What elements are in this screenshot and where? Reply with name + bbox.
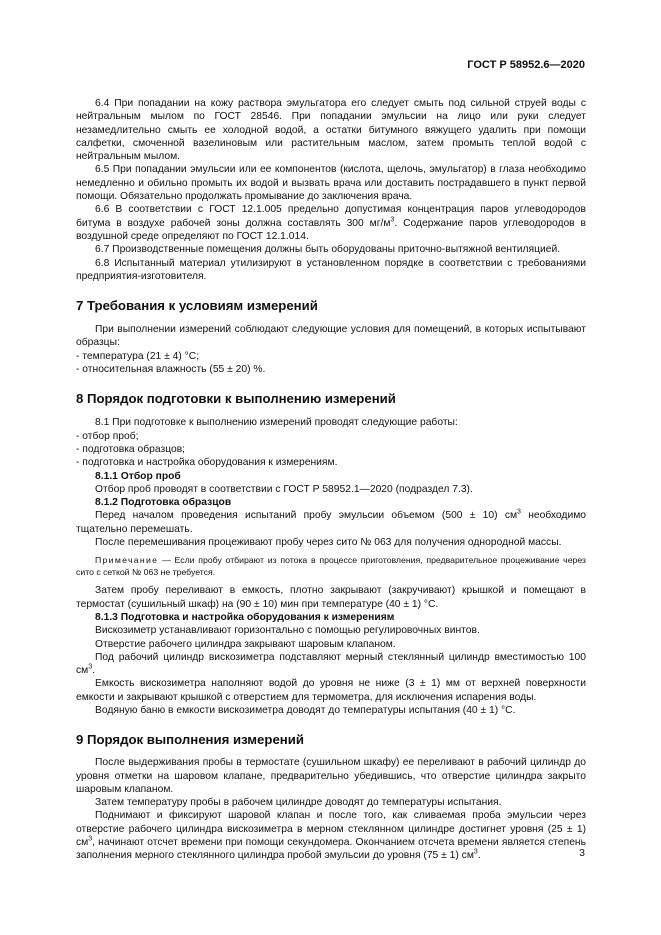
superscript: 3	[390, 216, 395, 224]
paragraph-text: Поднимают и фиксируют шаровой клапан и после того, как сливаемая проба эмульсии через отверстие рабочего цилиндра вискозиметра в мерном стеклянном цилиндре достигнет уровня (25 ± 1) см	[76, 810, 586, 849]
note	[76, 554, 586, 578]
paragraph-6-6	[76, 203, 586, 243]
superscript: 3	[517, 509, 521, 516]
paragraph-8-1: 8.1 При подготовке к выполнению измерений проводят следующие работы:	[95, 417, 458, 429]
page-number: 3	[579, 847, 585, 859]
paragraph-8-1-2-c: Затем пробу переливают в емкость, плотно закрывают (закручивают) крышкой и помещают в термостат (сушильный шкаф) на (90 ± 10) мин при температуре (40 ± 1) °С.	[76, 585, 586, 610]
paragraph-text: Перед началом проведения испытаний пробу эмульсии объемом (500 ± 10) см	[95, 510, 518, 522]
list-item: - подготовка и настройка оборудования к измерениям.	[76, 457, 338, 469]
paragraph-9-b: Затем температуру пробы в рабочем цилиндре доводят до температуры испытания.	[95, 797, 502, 809]
paragraph-8-1-2-b: После перемешивания процеживают пробу через сито № 063 для получения однородной массы.	[95, 537, 562, 549]
paragraph-6-8: 6.8 Испытанный материал утилизируют в установленном порядке в соответствии с требованиями предприятия-изготовителя.	[76, 257, 586, 282]
paragraph-text: .	[477, 850, 481, 862]
paragraph-text: , начинают отсчет времени при помощи секундомера. Окончанием отсчета времени является степень заполнения мерного стеклянного цилиндра пробой эмульсии до уровня (75 ± 1) см	[76, 837, 586, 862]
paragraph-text: Под рабочий цилиндр вискозиметра подставляют мерный стеклянный цилиндр вместимостью 100 см	[76, 651, 586, 677]
paragraph-8-1-3-d: Емкость вискозиметра наполняют водой до уровня не ниже (3 ± 1) мм от верхней поверхности емкости и закрывают крышкой с отверстием для термометра, для исключения испарения воды.	[76, 678, 586, 703]
paragraph-6-6-text-a: 6.6 В соответствии с ГОСТ 12.1.005 предельно допустимая концентрация паров углеводородов битума в воздухе рабочей зоны должна составлять 300 мг/м	[76, 204, 586, 229]
subsection-8-1-3-heading: 8.1.3 Подготовка и настройка оборудования к измерениям	[95, 611, 395, 623]
paragraph-8-1-2-a	[76, 509, 586, 536]
section-8-heading: 8 Порядок подготовки к выполнению измерений	[76, 391, 396, 407]
note-label: Примечание	[95, 555, 159, 566]
superscript: 3	[88, 835, 93, 843]
section-9-heading: 9 Порядок выполнения измерений	[76, 732, 304, 748]
section-7-intro: При выполнении измерений соблюдают следующие условия для помещений, в которых испытывают образцы:	[76, 324, 586, 349]
list-item: - температура (21 ± 4) °С;	[76, 350, 200, 362]
paragraph-9-c	[76, 809, 586, 862]
paragraph-text: необходимо тщательно перемешать.	[76, 510, 586, 535]
list-item: - относительная влажность (55 ± 20) %.	[76, 364, 266, 376]
paragraph-6-4: 6.4 При попадании на кожу раствора эмульгатора его следует смыть под сильной струей воды с нейтральным мылом по ГОСТ 28546. При попадании эмульсии на лицо или руки следует незамедлительно смыть ее холодной водой, а остатки битумного вяжущего удалить при помощи салфетки, смоченной вазелиновым или растительным маслом, затем промыть теплой водой с нейтральным мылом.	[76, 98, 586, 163]
paragraph-9-a: После выдерживания пробы в термостате (сушильном шкафу) ее переливают в рабочий цилиндр до уровня отметки на шаровом клапане, предварительно убедившись, что отверстие цилиндра закрыто шаровым клапаном.	[76, 757, 586, 795]
paragraph-8-1-1: Отбор проб проводят в соответствии с ГОСТ Р 58952.1—2020 (подраздел 7.3).	[95, 483, 473, 495]
paragraph-8-1-3-e: Водяную баню в емкости вискозиметра доводят до температуры испытания (40 ± 1) °С.	[95, 704, 516, 716]
paragraph-8-1-3-c	[76, 651, 586, 678]
subsection-8-1-2-heading: 8.1.2 Подготовка образцов	[95, 497, 232, 509]
paragraph-6-6-text-b: . Содержание паров углеводородов в воздушной среде определяют по ГОСТ 12.1.014.	[76, 217, 586, 242]
paragraph-8-1-3-b: Отверстие рабочего цилиндра закрывают шаровым клапаном.	[95, 638, 396, 650]
page-content	[76, 97, 586, 863]
superscript: 3	[473, 848, 478, 856]
list-item: - подготовка образцов;	[76, 443, 186, 455]
subsection-8-1-1-heading: 8.1.1 Отбор проб	[95, 470, 181, 482]
superscript: 3	[88, 663, 93, 671]
section-7-heading: 7 Требования к условиям измерений	[76, 298, 318, 314]
paragraph-6-5: 6.5 При попадании эмульсии или ее компонентов (кислота, щелочь, эмульгатор) в глаза необходимо немедленно и обильно промыть их водой и вызвать врача или доставить пострадавшего в пункт первой помощи. Обязательно продолжать промывание до заключения врача.	[76, 164, 586, 203]
paragraph-8-1-3-a: Вискозиметр устанавливают горизонтально с помощью регулировочных винтов.	[95, 625, 480, 637]
note-text: — Если пробу отбирают из потока в процессе приготовления, предварительное процеживание через сито с сеткой № 063 не требуется.	[76, 555, 586, 578]
list-item: - отбор проб;	[76, 430, 139, 442]
document-code-header: ГОСТ Р 58952.6—2020	[467, 59, 585, 71]
paragraph-6-7: 6.7 Производственные помещения должны быть оборудованы приточно-вытяжной вентиляцией.	[95, 244, 561, 256]
paragraph-text: .	[92, 665, 96, 677]
